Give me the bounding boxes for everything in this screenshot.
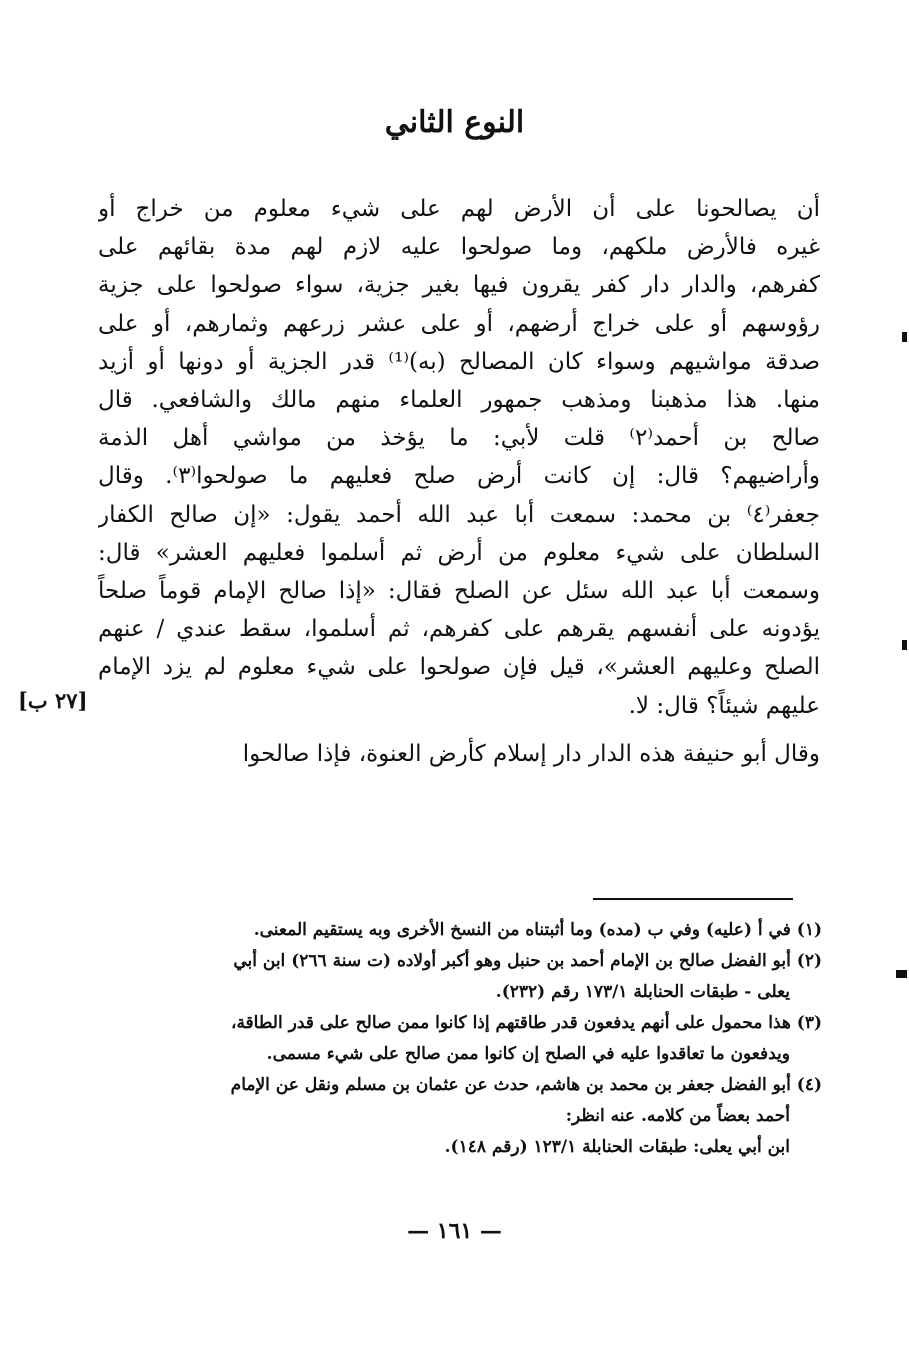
paragraph-gap <box>98 725 820 735</box>
text-line: وسمعت أبا عبد الله سئل عن الصلح فقال: «إذا صالح الإمام قوماً صلحاً <box>98 578 820 605</box>
text-line: رؤوسهم أو على خراج أرضهم، أو على عشر زرعهم وثمارهم، أو على <box>98 310 820 337</box>
text-line: غيره فالأرض ملكهم، وما صولحوا عليه لازم لهم مدة بقائهم على <box>98 234 820 261</box>
footnote-line: (١) في أ (عليه) وفي ب (مده) وما أثبتناه من النسخ الأخرى وبه يستقيم المعنى. <box>253 920 822 940</box>
text-line: عليهم شيئاً؟ قال: لا. <box>628 692 820 719</box>
text-line: صالح بن أحمد⁽٢⁾ قلت لأبي: ما يؤخذ من مواشي أهل الذمة <box>98 425 820 452</box>
footnote-divider <box>593 898 793 900</box>
footnotes <box>100 915 822 1163</box>
section-title: النوع الثاني <box>384 105 525 140</box>
scan-edge-mark <box>896 970 907 978</box>
page-number: — ١٦١ — <box>407 1218 502 1244</box>
text-line: جعفر⁽٤⁾ بن محمد: سمعت أبا عبد الله أحمد يقول: «إن صالح الكفار <box>98 501 820 528</box>
text-line: السلطان على شيء معلوم من أرض ثم أسلموا فعليهم العشر» قال: <box>98 539 820 566</box>
scan-edge-mark <box>902 640 907 650</box>
footnote-line: يعلى - طبقات الحنابلة ١٧٣/١ رقم (٢٣٢). <box>495 982 790 1002</box>
footnote-line: (٤) أبو الفضل جعفر بن محمد بن هاشم، حدث عن عثمان بن مسلم ونقل عن الإمام <box>230 1075 822 1095</box>
footnote-line: (٢) أبو الفضل صالح بن الإمام أحمد بن حنبل وهو أكبر أولاده (ت سنة ٢٦٦) ابن أبي <box>233 951 822 971</box>
text-line: منها. هذا مذهبنا ومذهب جمهور العلماء منهم مالك والشافعي. قال <box>98 387 820 414</box>
text-line-new-paragraph: وقال أبو حنيفة هذه الدار دار إسلام كأرض العنوة، فإذا صالحوا <box>242 740 820 767</box>
text-line: الصلح وعليهم العشر»، قيل فإن صولحوا على شيء معلوم لم يزد الإمام <box>98 654 820 681</box>
text-line: أن يصالحونا على أن الأرض لهم على شيء معلوم من خراج أو <box>98 196 820 222</box>
text-line: كفرهم، والدار دار كفر يقرون فيها بغير جزية، سواء صولحوا على جزية <box>98 272 820 299</box>
text-line: صدقة مواشيهم وسواء كان المصالح (به)⁽¹⁾ قدر الجزية أو دونها أو أزيد <box>98 348 820 375</box>
text-line: وأراضيهم؟ قال: إن كانت أرض صلح فعليهم ما صولحوا⁽٣⁾. وقال <box>98 463 820 490</box>
footnote-line: (٣) هذا محمول على أنهم يدفعون قدر طاقتهم إذا كانوا ممن صالح على قدر الطاقة، <box>230 1013 822 1033</box>
manuscript-folio-marker: [٢٧ ب] <box>18 688 88 713</box>
text-line: يؤدونه على أنفسهم يقرهم على كفرهم، ثم أسلموا، سقط عندي / عنهم <box>98 616 820 643</box>
scan-edge-mark <box>902 332 907 342</box>
main-text <box>98 190 820 773</box>
footnote-line: أحمد بعضاً من كلامه. عنه انظر: <box>565 1106 790 1126</box>
footnote-line: ابن أبي يعلى: طبقات الحنابلة ١٢٣/١ (رقم ١٤٨). <box>444 1137 790 1157</box>
footnote-line: ويدفعون ما تعاقدوا عليه في الصلح إن كانوا ممن صالح على شيء مسمى. <box>266 1044 790 1064</box>
